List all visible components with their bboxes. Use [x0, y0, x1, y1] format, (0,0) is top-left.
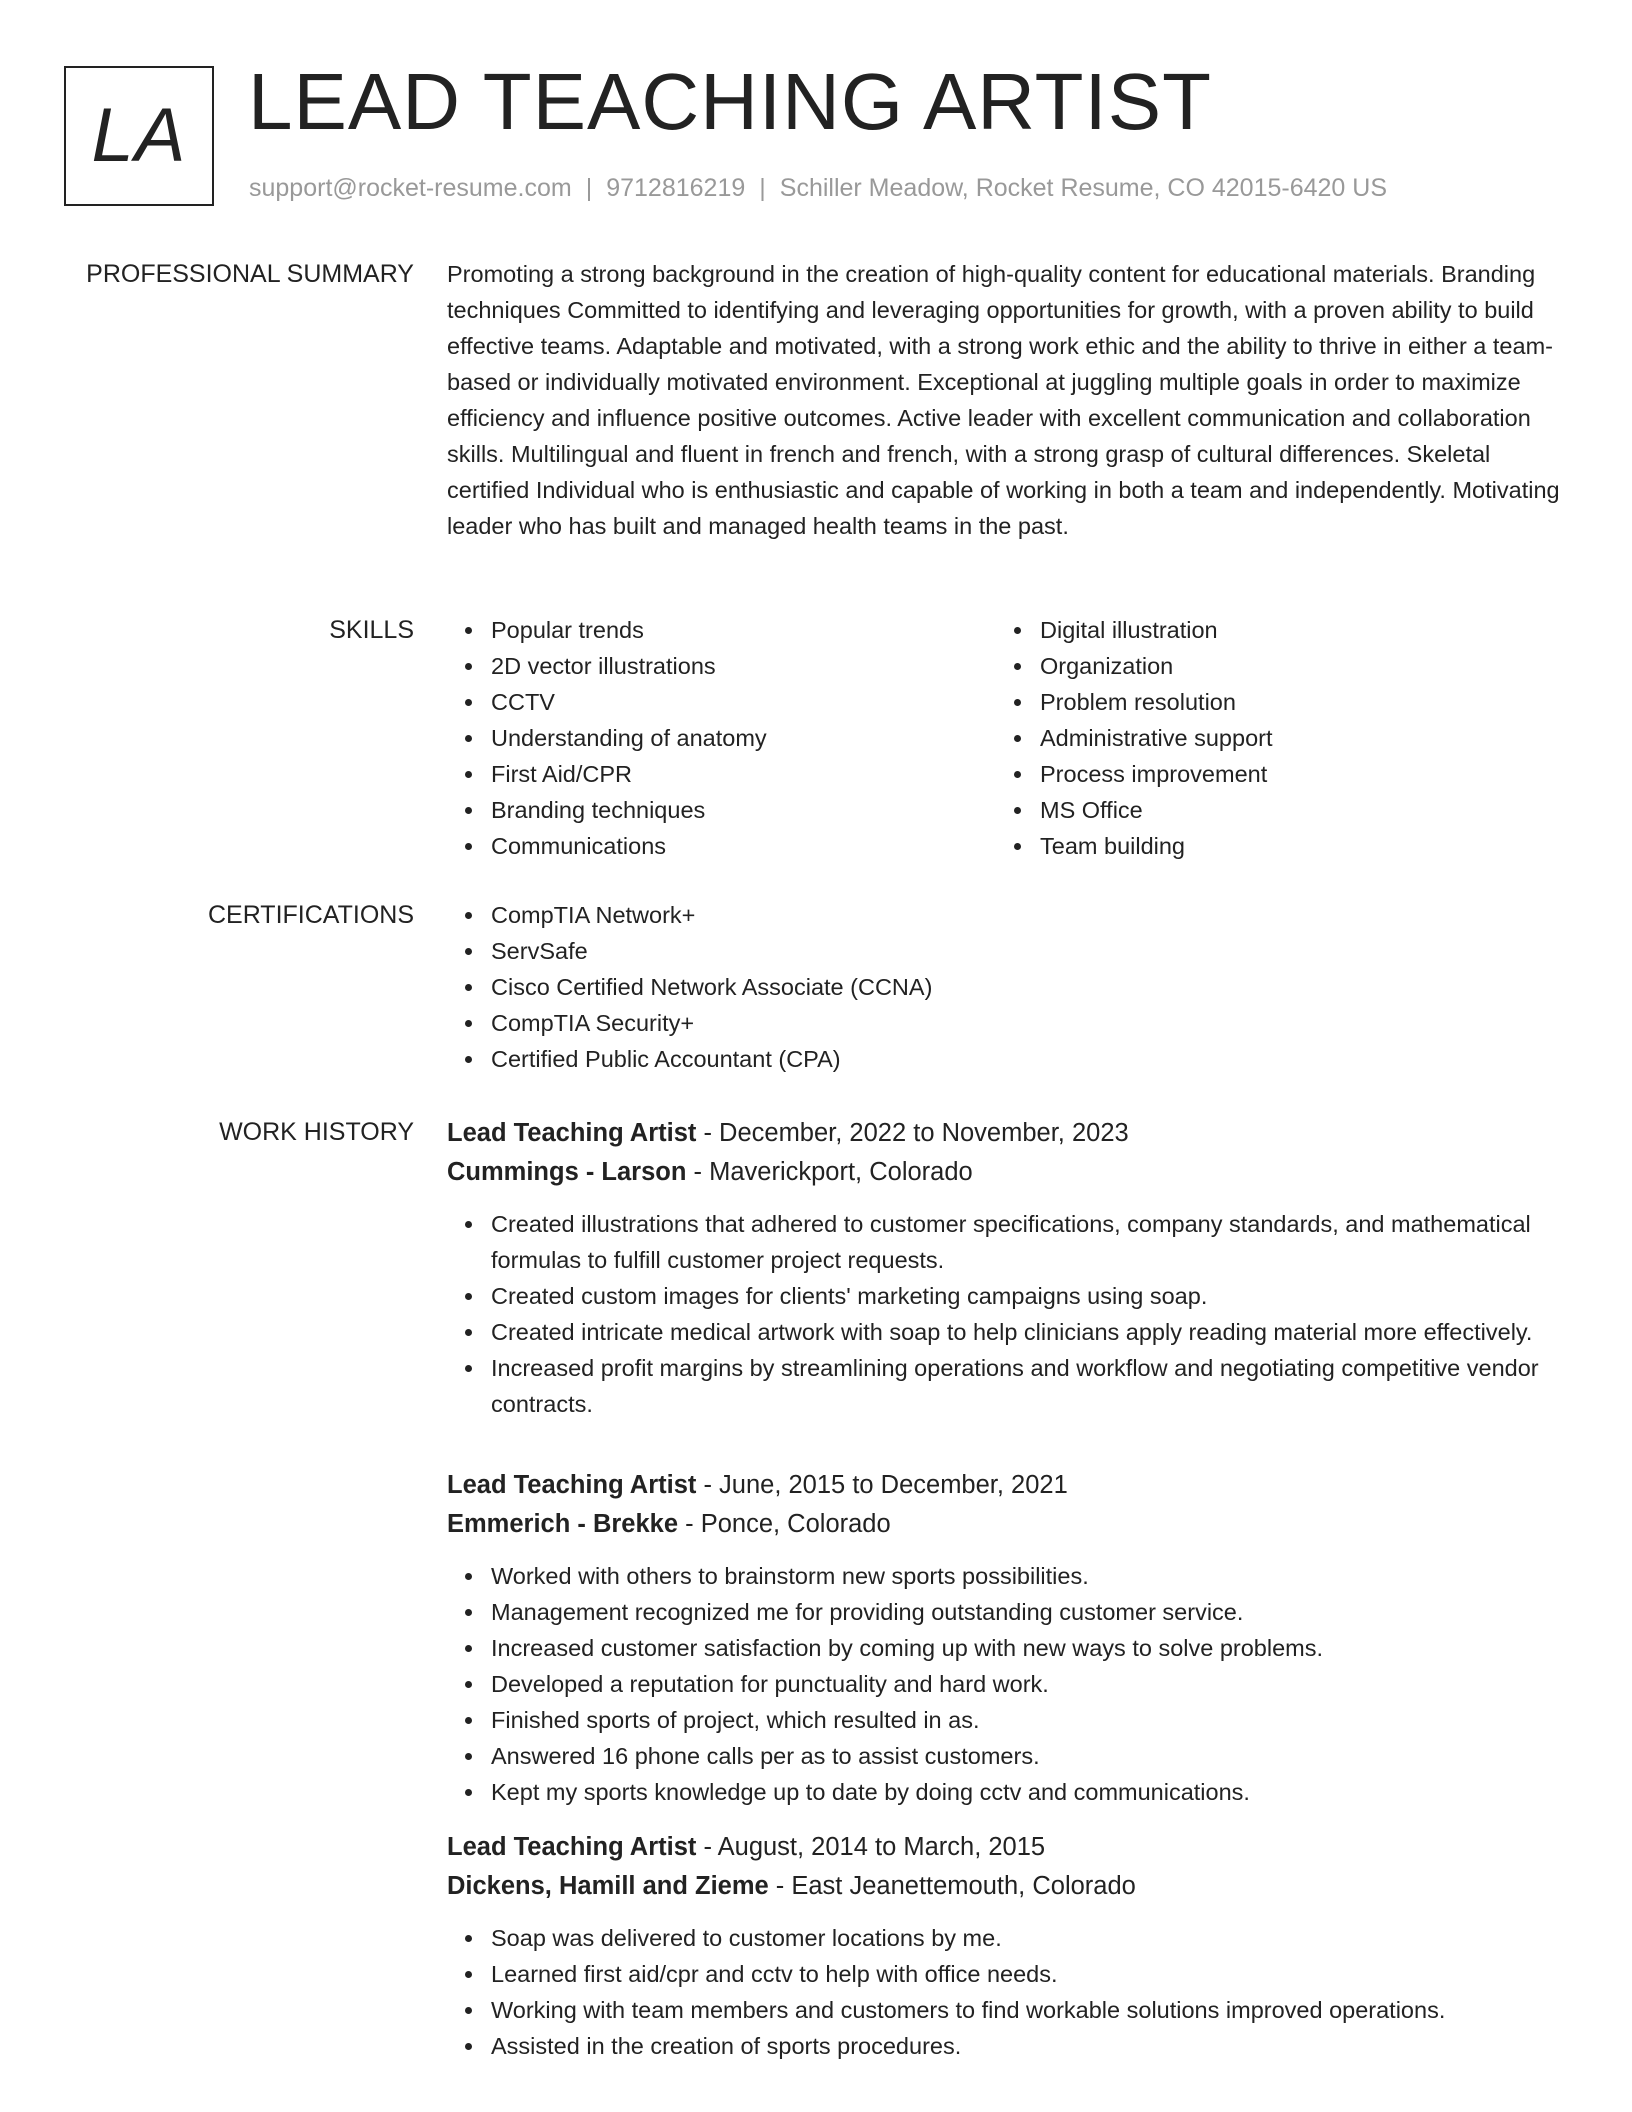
- job-company: Emmerich - Brekke: [447, 1510, 679, 1538]
- monogram-badge: [64, 66, 214, 206]
- job-company: Cummings - Larson: [447, 1158, 687, 1186]
- job-title-line: [447, 1828, 1562, 1867]
- skill-item: Process improvement: [1040, 756, 1545, 792]
- skill-item: Administrative support: [1040, 720, 1545, 756]
- job-bullet: Finished sports of project, which resulted in as.: [491, 1702, 1562, 1738]
- job-dates: - June, 2015 to December, 2021: [696, 1471, 1068, 1499]
- monogram-initials: LA: [91, 93, 187, 178]
- job-bullets: [447, 1920, 1562, 2064]
- skill-item: 2D vector illustrations: [491, 648, 996, 684]
- section-heading-certifications: CERTIFICATIONS: [207, 901, 414, 929]
- job-bullet: Created illustrations that adhered to customer specifications, company standards, and mathematical formulas to fulfill customer project requests.: [491, 1206, 1562, 1278]
- skill-item: Understanding of anatomy: [491, 720, 996, 756]
- certification-item: Cisco Certified Network Associate (CCNA): [491, 969, 1562, 1005]
- skill-item: CCTV: [491, 684, 996, 720]
- job-location: - Maverickport, Colorado: [686, 1158, 973, 1186]
- job-bullet: Developed a reputation for punctuality and hard work.: [491, 1666, 1562, 1702]
- job-company-line: [447, 1505, 1562, 1544]
- job-title: Lead Teaching Artist: [447, 1119, 697, 1147]
- skill-item: Problem resolution: [1040, 684, 1545, 720]
- section-heading-summary: PROFESSIONAL SUMMARY: [86, 260, 414, 288]
- contact-line: [249, 174, 1387, 203]
- job-bullet: Learned first aid/cpr and cctv to help with office needs.: [491, 1956, 1562, 1992]
- skill-item: Digital illustration: [1040, 612, 1545, 648]
- contact-email[interactable]: support@rocket-resume.com: [249, 174, 572, 202]
- job-bullet: Increased profit margins by streamlining operations and workflow and negotiating competitive vendor contracts.: [491, 1350, 1562, 1422]
- skill-item: Communications: [491, 828, 996, 864]
- job-bullet: Soap was delivered to customer locations by me.: [491, 1920, 1562, 1956]
- job-location: - East Jeanettemouth, Colorado: [768, 1872, 1136, 1900]
- job-company: Dickens, Hamill and Zieme: [447, 1872, 769, 1900]
- job-company-line: [447, 1867, 1562, 1906]
- job-bullet: Management recognized me for providing outstanding customer service.: [491, 1594, 1562, 1630]
- contact-separator: |: [759, 174, 766, 202]
- job-location: - Ponce, Colorado: [678, 1510, 891, 1538]
- job-title: Lead Teaching Artist: [447, 1833, 697, 1861]
- certifications-body: [447, 897, 1562, 1077]
- job-entry: [447, 1828, 1562, 2064]
- certification-item: ServSafe: [491, 933, 1562, 969]
- job-bullet: Increased customer satisfaction by coming up with new ways to solve problems.: [491, 1630, 1562, 1666]
- summary-text: Promoting a strong background in the creation of high-quality content for educational materials. Branding techniques Committed to identifying and leveraging opportunities for growth, with a proven ability to build effective teams. Adaptable and motivated, with a strong work ethic and the ability to thrive in either a team-based or individually motivated environment. Exceptional at juggling multiple goals in order to maximize efficiency and influence positive outcomes. Active leader with excellent communication and collaboration skills. Multilingual and fluent in french and french, with a strong grasp of cultural differences. Skeletal certified Individual who is enthusiastic and capable of working in both a team and independently. Motivating leader who has built and managed health teams in the past.: [447, 261, 1560, 539]
- job-dates: - August, 2014 to March, 2015: [696, 1833, 1046, 1861]
- job-bullet: Assisted in the creation of sports procedures.: [491, 2028, 1562, 2064]
- job-entry: [447, 1466, 1562, 1810]
- contact-address: Schiller Meadow, Rocket Resume, CO 42015-6420 US: [779, 174, 1388, 202]
- job-bullet: Created intricate medical artwork with soap to help clinicians apply reading material more effectively.: [491, 1314, 1562, 1350]
- work-history-body: [447, 1114, 1562, 2082]
- job-dates: - December, 2022 to November, 2023: [696, 1119, 1129, 1147]
- job-title: Lead Teaching Artist: [447, 1471, 697, 1499]
- job-bullet: Created custom images for clients' marketing campaigns using soap.: [491, 1278, 1562, 1314]
- resume-title: LEAD TEACHING ARTIST: [248, 57, 1212, 146]
- skill-item: First Aid/CPR: [491, 756, 996, 792]
- certification-item: CompTIA Network+: [491, 897, 1562, 933]
- job-bullets: [447, 1558, 1562, 1810]
- certification-item: Certified Public Accountant (CPA): [491, 1041, 1562, 1077]
- certification-item: CompTIA Security+: [491, 1005, 1562, 1041]
- job-bullet: Worked with others to brainstorm new sports possibilities.: [491, 1558, 1562, 1594]
- job-bullets: [447, 1206, 1562, 1422]
- contact-separator: |: [585, 174, 593, 202]
- job-title-line: [447, 1466, 1562, 1505]
- skills-column-right: [996, 612, 1545, 864]
- skill-item: Team building: [1040, 828, 1545, 864]
- summary-body: [447, 256, 1562, 544]
- job-title-line: [447, 1114, 1562, 1153]
- section-heading-work-history: WORK HISTORY: [219, 1118, 414, 1146]
- contact-phone[interactable]: 9712816219: [606, 174, 746, 202]
- job-bullet: Kept my sports knowledge up to date by doing cctv and communications.: [491, 1774, 1562, 1810]
- skill-item: MS Office: [1040, 792, 1545, 828]
- skill-item: Branding techniques: [491, 792, 996, 828]
- job-bullet: Working with team members and customers to find workable solutions improved operations.: [491, 1992, 1562, 2028]
- skills-body: [447, 612, 1562, 864]
- skills-column-left: [447, 612, 996, 864]
- job-entry: [447, 1114, 1562, 1422]
- skill-item: Organization: [1040, 648, 1545, 684]
- section-heading-skills: SKILLS: [329, 616, 414, 644]
- job-company-line: [447, 1153, 1562, 1192]
- skill-item: Popular trends: [491, 612, 996, 648]
- job-bullet: Answered 16 phone calls per as to assist customers.: [491, 1738, 1562, 1774]
